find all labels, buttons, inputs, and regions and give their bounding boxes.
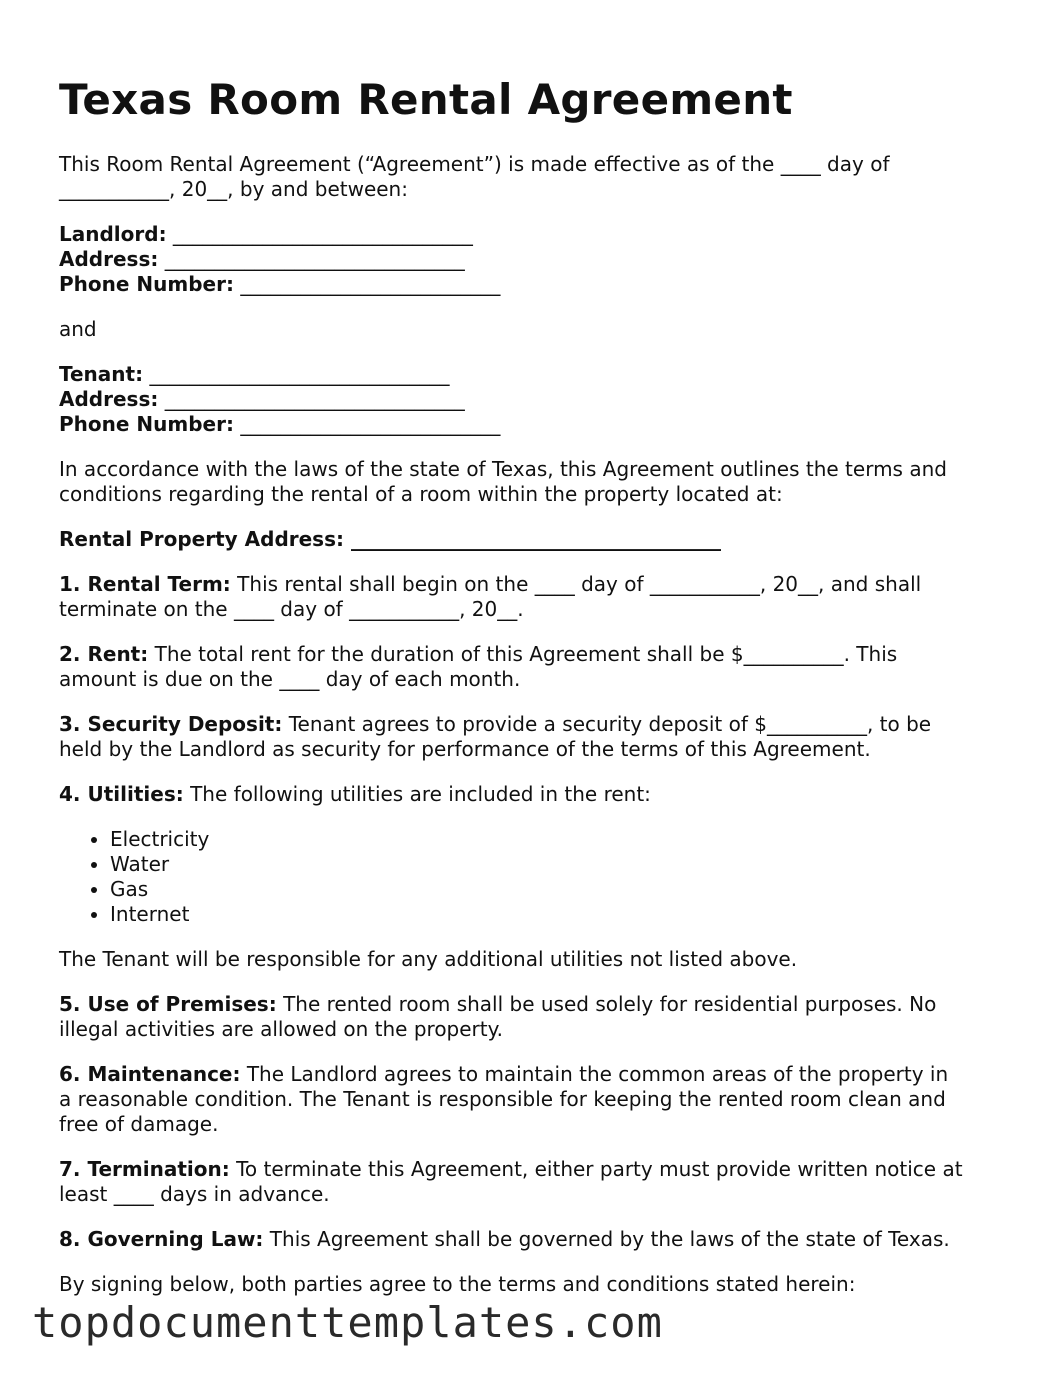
governing-law-line-1: This Agreement shall be governed by the laws of the state of Texas. — [263, 1227, 950, 1251]
landlord-phone-row — [59, 272, 1019, 297]
termination-line-1: To terminate this Agreement, either party must provide written notice at — [229, 1157, 963, 1181]
landlord-name-field[interactable]: ______________________________ — [166, 222, 473, 246]
tenant-block — [59, 362, 1019, 437]
termination-heading: 7. Termination: — [59, 1157, 230, 1181]
section-use-of-premises — [59, 992, 1019, 1042]
closing-statement: By signing below, both parties agree to the terms and conditions stated herein: — [59, 1272, 856, 1296]
list-item: • Internet — [110, 902, 1019, 927]
security-deposit-heading: 3. Security Deposit: — [59, 712, 283, 736]
section-security-deposit — [59, 712, 1019, 762]
landlord-phone-field[interactable]: __________________________ — [233, 272, 501, 296]
tenant-phone-row — [59, 412, 1019, 437]
rent-line-2: amount is due on the ____ day of each month. — [59, 667, 521, 691]
utilities-list — [59, 827, 1019, 927]
landlord-name-label: Landlord: — [59, 222, 167, 246]
security-deposit-line-1: Tenant agrees to provide a security deposit of $__________, to be — [282, 712, 932, 736]
intro-line-1: This Room Rental Agreement (“Agreement”) is made effective as of the ____ day of — [59, 152, 890, 176]
tenant-phone-field[interactable]: __________________________ — [233, 412, 501, 436]
rental-term-heading: 1. Rental Term: — [59, 572, 231, 596]
tenant-address-row — [59, 387, 1019, 412]
landlord-phone-label: Phone Number: — [59, 272, 234, 296]
accordance-paragraph — [59, 457, 1019, 507]
landlord-block — [59, 222, 1019, 297]
maintenance-line-1: The Landlord agrees to maintain the common areas of the property in — [240, 1062, 949, 1086]
rental-property-row — [59, 527, 1019, 552]
maintenance-heading: 6. Maintenance: — [59, 1062, 241, 1086]
document-title: Texas Room Rental Agreement — [59, 75, 793, 124]
tenant-name-label: Tenant: — [59, 362, 144, 386]
maintenance-line-3: free of damage. — [59, 1112, 219, 1136]
landlord-address-row — [59, 247, 1019, 272]
landlord-address-label: Address: — [59, 247, 159, 271]
termination-line-2: least ____ days in advance. — [59, 1182, 330, 1206]
landlord-name-row — [59, 222, 1019, 247]
rental-property-label: Rental Property Address: _____________________________________ — [59, 527, 721, 551]
landlord-address-field[interactable]: ______________________________ — [158, 247, 465, 271]
section-rental-term — [59, 572, 1019, 622]
rental-term-line-2: terminate on the ____ day of ___________, 20__. — [59, 597, 524, 621]
section-rent — [59, 642, 1019, 692]
security-deposit-line-2: held by the Landlord as security for performance of the terms of this Agreement. — [59, 737, 871, 761]
tenant-phone-label: Phone Number: — [59, 412, 234, 436]
accordance-line-1: In accordance with the laws of the state of Texas, this Agreement outlines the terms and — [59, 457, 947, 481]
section-maintenance — [59, 1062, 1019, 1137]
utilities-heading: 4. Utilities: — [59, 782, 184, 806]
tenant-name-field[interactable]: ______________________________ — [143, 362, 450, 386]
section-governing-law — [59, 1227, 1019, 1252]
and-text: and — [59, 317, 97, 341]
rent-line-1: The total rent for the duration of this Agreement shall be $__________. This — [148, 642, 898, 666]
list-item: • Electricity — [110, 827, 1019, 852]
premises-line-1: The rented room shall be used solely for residential purposes. No — [276, 992, 937, 1016]
utilities-line-1: The following utilities are included in the rent: — [183, 782, 651, 806]
utilities-note: The Tenant will be responsible for any additional utilities not listed above. — [59, 947, 798, 971]
list-item: • Gas — [110, 877, 1019, 902]
rental-property-field[interactable]: _____________________________________ — [344, 527, 721, 551]
watermark-text: topdocumenttemplates.com — [32, 1298, 663, 1347]
premises-line-2: illegal activities are allowed on the property. — [59, 1017, 503, 1041]
tenant-name-row — [59, 362, 1019, 387]
intro-line-2: ___________, 20__, by and between: — [59, 177, 408, 201]
rent-heading: 2. Rent: — [59, 642, 149, 666]
tenant-address-field[interactable]: ______________________________ — [158, 387, 465, 411]
rental-term-line-1: This rental shall begin on the ____ day of ___________, 20__, and shall — [230, 572, 922, 596]
accordance-line-2: conditions regarding the rental of a room within the property located at: — [59, 482, 783, 506]
governing-law-heading: 8. Governing Law: — [59, 1227, 264, 1251]
list-item: • Water — [110, 852, 1019, 877]
section-utilities — [59, 782, 1019, 807]
tenant-address-label: Address: — [59, 387, 159, 411]
section-termination — [59, 1157, 1019, 1207]
premises-heading: 5. Use of Premises: — [59, 992, 277, 1016]
document-page — [59, 72, 1019, 1317]
intro-paragraph — [59, 152, 1019, 202]
maintenance-line-2: a reasonable condition. The Tenant is responsible for keeping the rented room clean and — [59, 1087, 946, 1111]
